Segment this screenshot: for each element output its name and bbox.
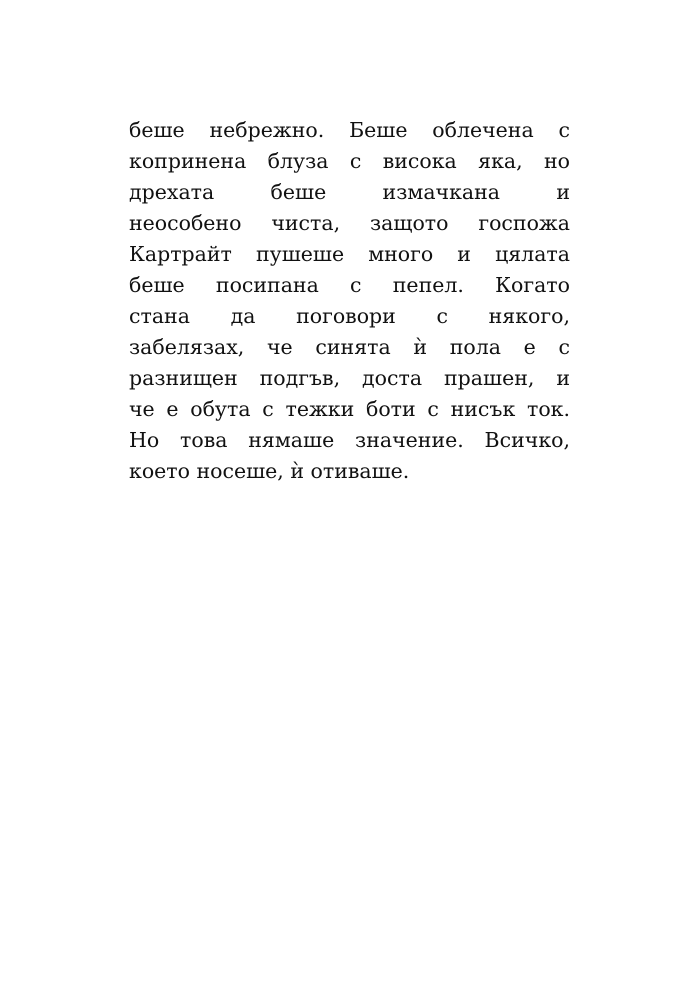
text-line: стана да поговори с някого, [129, 304, 570, 328]
text-line: неособено чиста, защото госпожа [129, 211, 570, 235]
text-line: дрехата беше измачкана и [129, 180, 570, 204]
text-line: Но това нямаше значение. Всичко, [129, 428, 570, 452]
text-line: което носеше, ѝ отиваше. [129, 459, 410, 483]
text-line: забелязах, че синята ѝ пола е с [129, 335, 570, 359]
text-line: копринена блуза с висока яка, но [129, 149, 570, 173]
text-line: беше небрежно. Беше облечена с [129, 118, 570, 142]
text-line: Картрайт пушеше много и цялата [129, 242, 570, 266]
text-line: разнищен подгъв, доста прашен, и [129, 366, 570, 390]
body-text [129, 115, 570, 487]
text-line: че е обута с тежки боти с нисък ток. [129, 397, 570, 421]
text-line: беше посипана с пепел. Когато [129, 273, 570, 297]
